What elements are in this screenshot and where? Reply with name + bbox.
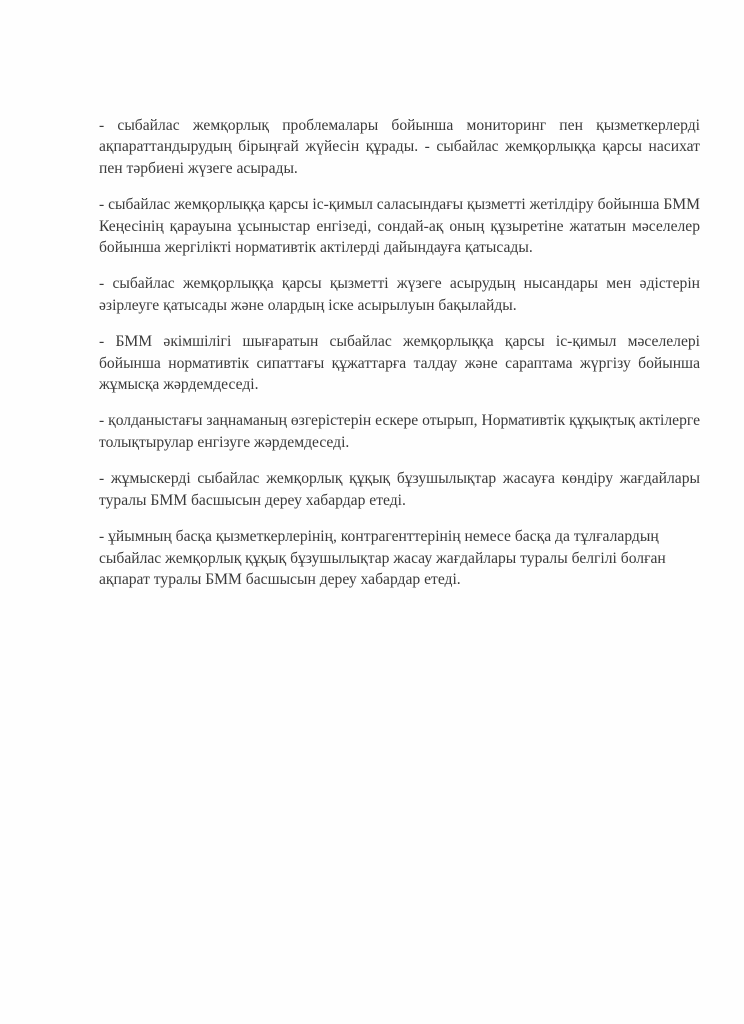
paragraph-inducement-report: - жұмыскерді сыбайлас жемқорлық құқық бұзушылықтар жасауға көндіру жағдайлары туралы БММ басшысын дереу хабардар етеді.: [99, 470, 700, 509]
document-body: [99, 115, 700, 605]
paragraph-monitoring: - сыбайлас жемқорлық проблемалары бойынша мониторинг пен қызметкерлерді ақпараттандырудың бірыңғай жүйесін құрады. - сыбайлас жемқорлыққа қарсы насихат пен тәрбиені жүзеге асырады.: [99, 117, 700, 177]
paragraph-proposals: - сыбайлас жемқорлыққа қарсы іс-қимыл саласындағы қызметті жетілдіру бойынша БММ Кеңесінің қарауына ұсыныстар енгізеді, сондай-ақ оның құзыретіне жататын мәселелер бойынша жергілікті нормативтік актілерді дайындауға қатысады.: [99, 196, 701, 257]
paragraph-violations-report: - ұйымның басқа қызметкерлерінің, контрагенттерінің немесе басқа да тұлғалардың сыбайлас жемқорлық құқық бұзушылықтар жасау жағдайлары туралы белгілі болған ақпарат туралы БММ басшысын дереу хабардар етеді.: [99, 528, 666, 588]
paragraph-analysis: - БММ әкімшілігі шығаратын сыбайлас жемқорлыққа қарсы іс-қимыл мәселелері бойынша нормативтік сипаттағы құжаттарға талдау және сараптама жүргізу бойынша жұмысқа жәрдемдеседі.: [99, 333, 700, 394]
paragraph-methods: - сыбайлас жемқорлыққа қарсы қызметті жүзеге асырудың нысандары мен әдістерін әзірлеуге қатысады және олардың іске асырылуын бақылайды.: [99, 275, 700, 314]
paragraph-legislation: - қолданыстағы заңнаманың өзгерістерін ескере отырып, Нормативтік құқықтық актілерге толықтырулар енгізуге жәрдемдеседі.: [99, 412, 700, 451]
